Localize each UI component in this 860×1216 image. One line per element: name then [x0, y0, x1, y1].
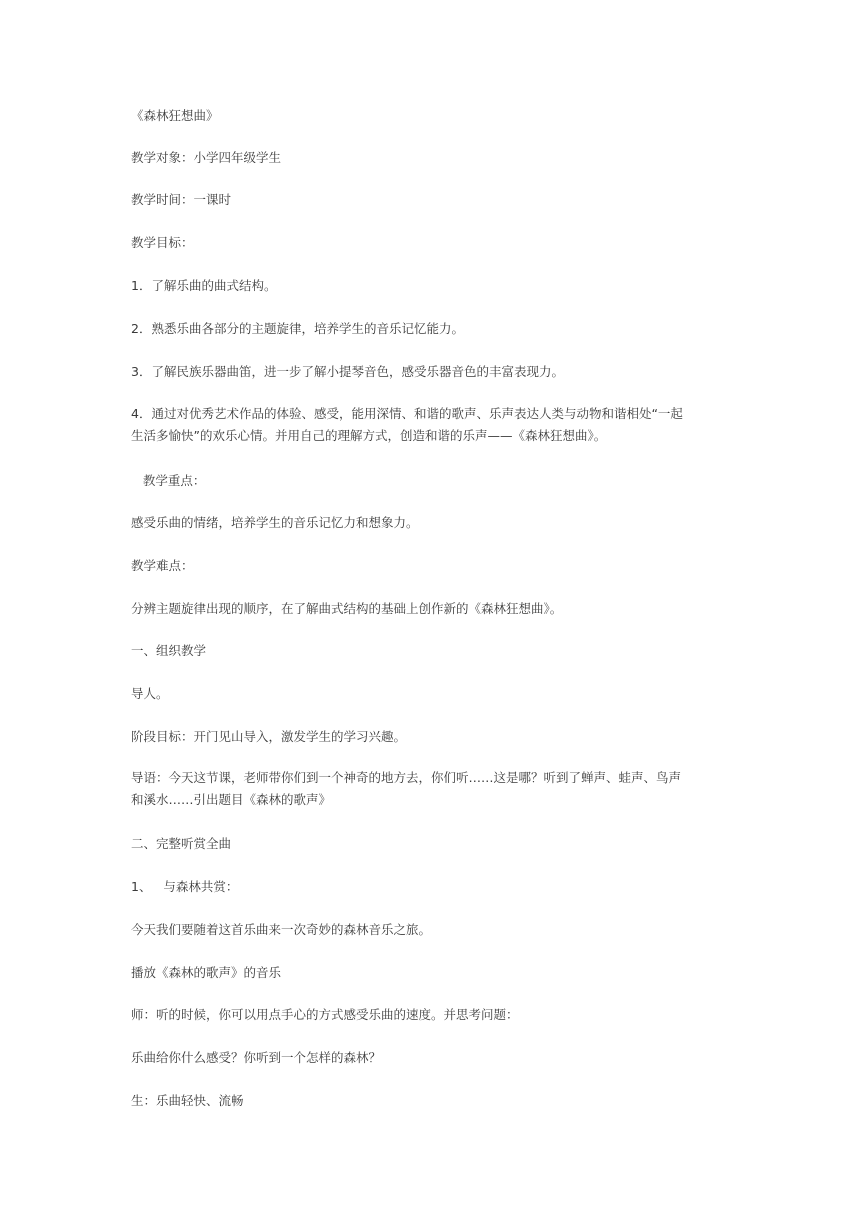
difficulty-text: 分辨主题旋律出现的顺序，在了解曲式结构的基础上创作新的《森林狂想曲》。	[131, 601, 563, 616]
lead-line-2: 和溪水……引出题目《森林的歌声》	[131, 792, 332, 807]
goal-3: 3．了解民族乐器曲笛，进一步了解小提琴音色，感受乐器音色的丰富表现力。	[131, 364, 564, 379]
section-1-heading: 一、组织教学	[131, 643, 207, 658]
item-1-heading: 1、 与森林共赏：	[131, 879, 239, 894]
journey-text: 今天我们要随着这首乐曲来一次奇妙的森林音乐之旅。	[131, 922, 432, 937]
question-text: 乐曲给你什么感受？你听到一个怎样的森林？	[131, 1050, 382, 1065]
section-2-heading: 二、完整听赏全曲	[131, 836, 232, 851]
goals-heading: 教学目标：	[131, 235, 194, 250]
key-points-text: 感受乐曲的情绪，培养学生的音乐记忆力和想象力。	[131, 515, 419, 530]
goal-4-line-1: 4．通过对优秀艺术作品的体验、感受，能用深情、和谐的歌声、乐声表达人类与动物和谐相处“一起	[131, 406, 683, 421]
teaching-time: 教学时间：一课时	[131, 192, 232, 207]
key-points-heading: 教学重点：	[131, 473, 206, 488]
lead-line-1: 导语：今天这节课，老师带你们到一个神奇的地方去，你们听……这是哪？听到了蝉声、蛙声、鸟声	[131, 770, 682, 785]
lead-paragraph	[131, 767, 731, 811]
play-text: 播放《森林的歌声》的音乐	[131, 965, 282, 980]
intro-text: 导人。	[131, 686, 169, 701]
teacher-text: 师：听的时候，你可以用点手心的方式感受乐曲的速度。并思考问题：	[131, 1007, 519, 1022]
goal-4-line-2: 生活多愉快”的欢乐心情。并用自己的理解方式，创造和谐的乐声——《森林狂想曲》。	[131, 428, 607, 443]
goal-4	[131, 403, 731, 447]
student-text: 生：乐曲轻快、流畅	[131, 1093, 244, 1108]
difficulty-heading: 教学难点：	[131, 558, 194, 573]
document-title: 《森林狂想曲》	[131, 108, 219, 123]
stage-goal: 阶段目标：开门见山导入，激发学生的学习兴趣。	[131, 729, 407, 744]
goal-1: 1．了解乐曲的曲式结构。	[131, 278, 277, 293]
goal-2: 2．熟悉乐曲各部分的主题旋律，培养学生的音乐记忆能力。	[131, 321, 464, 336]
teaching-target: 教学对象：小学四年级学生	[131, 150, 282, 165]
